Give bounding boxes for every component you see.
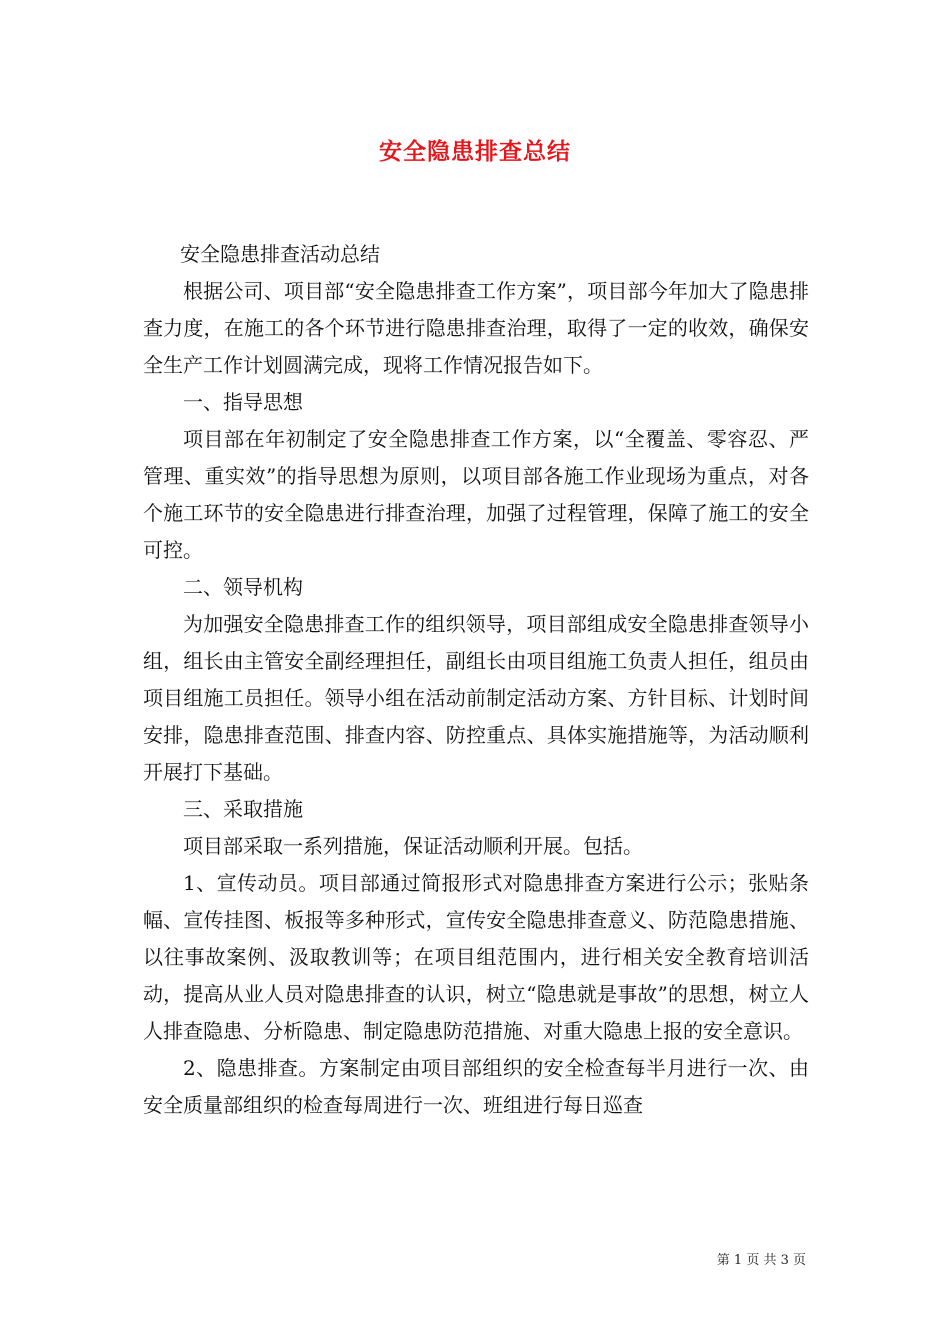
paragraph-guiding-idea: 项目部在年初制定了安全隐患排查工作方案，以“全覆盖、零容忍、严管理、重实效”的指导思想为原则，以项目部各施工作业现场为重点，对各个施工环节的安全隐患进行排查治理，加强了过程管理，保障了施工的安全可控。 (143, 427, 809, 562)
section-heading-3: 三、采取措施 (183, 797, 303, 821)
paragraph-intro: 根据公司、项目部“安全隐患排查工作方案”，项目部今年加大了隐患排查力度，在施工的各个环节进行隐患排查治理，取得了一定的收效，确保安全生产工作计划圆满完成，现将工作情况报告如下。 (143, 279, 809, 377)
page-number: 第 1 页 共 3 页 (716, 1253, 806, 1268)
paragraph-measures-intro: 项目部采取一系列措施，保证活动顺利开展。包括。 (183, 834, 643, 858)
section-heading-2: 二、领导机构 (183, 575, 303, 599)
paragraph-measure-2: 2、隐患排查。方案制定由项目部组织的安全检查每半月进行一次、由安全质量部组织的检查每周进行一次、班组进行每日巡查 (143, 1056, 809, 1117)
document-title: 安全隐患排查总结 (379, 138, 571, 165)
document-body (143, 236, 809, 1124)
paragraph-subtitle: 安全隐患排查活动总结 (180, 242, 380, 266)
section-heading-1: 一、指导思想 (183, 390, 303, 414)
paragraph-measure-1: 1、宣传动员。项目部通过简报形式对隐患排查方案进行公示；张贴条幅、宣传挂图、板报等多种形式，宣传安全隐患排查意义、防范隐患措施、以往事故案例、汲取教训等；在项目组范围内，进行相关安全教育培训活动，提高从业人员对隐患排查的认识，树立“隐患就是事故”的思想，树立人人排查隐患、分析隐患、制定隐患防范措施、对重大隐患上报的安全意识。 (143, 871, 809, 1043)
paragraph-leadership: 为加强安全隐患排查工作的组织领导，项目部组成安全隐患排查领导小组，组长由主管安全副经理担任，副组长由项目组施工负责人担任，组员由项目组施工员担任。领导小组在活动前制定活动方案、方针目标、计划时间安排，隐患排查范围、排查内容、防控重点、具体实施措施等，为活动顺利开展打下基础。 (143, 612, 809, 784)
